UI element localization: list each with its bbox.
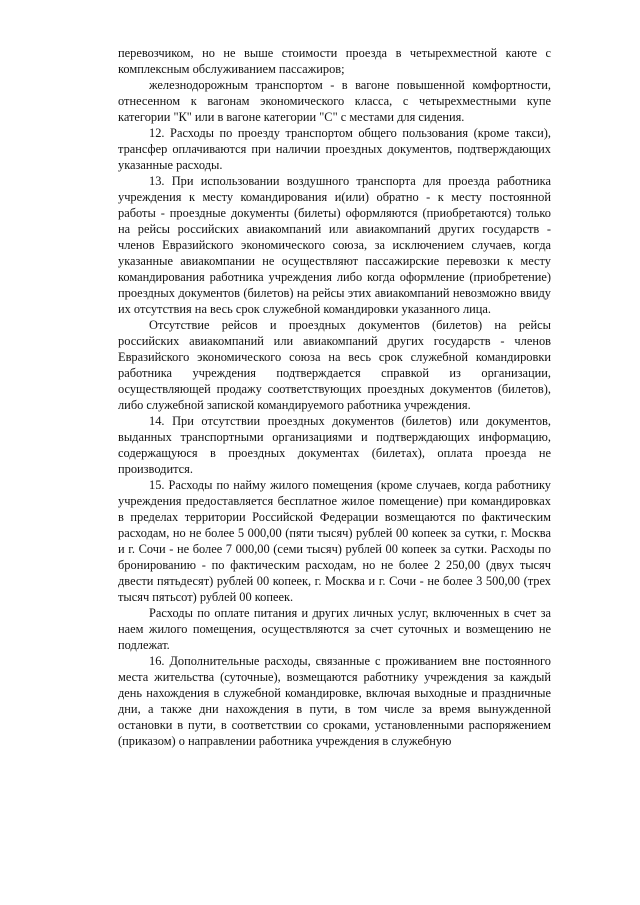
paragraph: железнодорожным транспортом - в вагоне повышенной комфортности, отнесенном к вагонам экономического класса, с четырехместными купе категории "К" или в вагоне категории "С" с местами для сидения. — [118, 78, 551, 124]
paragraph: Расходы по оплате питания и других личных услуг, включенных в счет за наем жилого помещения, осуществляются за счет суточных и возмещению не подлежат. — [118, 606, 551, 652]
paragraph: 13. При использовании воздушного транспорта для проезда работника учреждения к месту командирования и(или) обратно - к месту постоянной работы - проездные документы (билеты) оформляются (приобретаются) только на рейсы российских авиакомпаний или авиакомпаний других государств - членов Евразийского экономического союза, за исключением случаев, когда указанные авиакомпании не осуществляют пассажирские перевозки к месту командирования работника учреждения либо когда оформление (приобретение) проездных документов (билетов) на рейсы этих авиакомпаний невозможно ввиду их отсутствия на весь срок служебной командировки указанного лица. — [118, 174, 551, 316]
paragraph: перевозчиком, но не выше стоимости проезда в четырехместной каюте с комплексным обслуживанием пассажиров; — [118, 46, 551, 76]
document-body — [118, 45, 551, 749]
paragraph: 14. При отсутствии проездных документов (билетов) или документов, выданных транспортными организациями и подтверждающих информацию, содержащуюся в проездных документах (билетах), оплата проезда не производится. — [118, 414, 551, 476]
paragraph: Отсутствие рейсов и проездных документов (билетов) на рейсы российских авиакомпаний или авиакомпаний других государств - членов Евразийского экономического союза на весь срок служебной командировки работника учреждения подтверждается справкой из организации, осуществляющей продажу соответствующих проездных документов (билетов), либо служебной запиской командируемого работника учреждения. — [118, 318, 551, 412]
paragraph: 15. Расходы по найму жилого помещения (кроме случаев, когда работнику учреждения предоставляется бесплатное жилое помещение) при командировках в пределах территории Российской Федерации возмещаются по фактическим расходам, но не более 5 000,00 (пяти тысяч) рублей 00 копеек за сутки, г. Москва и г. Сочи - не более 7 000,00 (семи тысяч) рублей 00 копеек за сутки. Расходы по бронированию - по фактическим расходам, но не более 2 250,00 (двух тысяч двести пятьдесят) рублей 00 копеек, г. Москва и г. Сочи - не более 3 500,00 (трех тысяч пятьсот) рублей 00 копеек. — [118, 478, 551, 604]
paragraph: 12. Расходы по проезду транспортом общего пользования (кроме такси), трансфер оплачиваются при наличии проездных документов, подтверждающих указанные расходы. — [118, 126, 551, 172]
paragraph: 16. Дополнительные расходы, связанные с проживанием вне постоянного места жительства (суточные), возмещаются работнику учреждения за каждый день нахождения в служебной командировке, включая выходные и праздничные дни, а также дни нахождения в пути, в том числе за время вынужденной остановки в пути, в соответствии со сроками, установленными распоряжением (приказом) о направлении работника учреждения в служебную — [118, 654, 551, 748]
